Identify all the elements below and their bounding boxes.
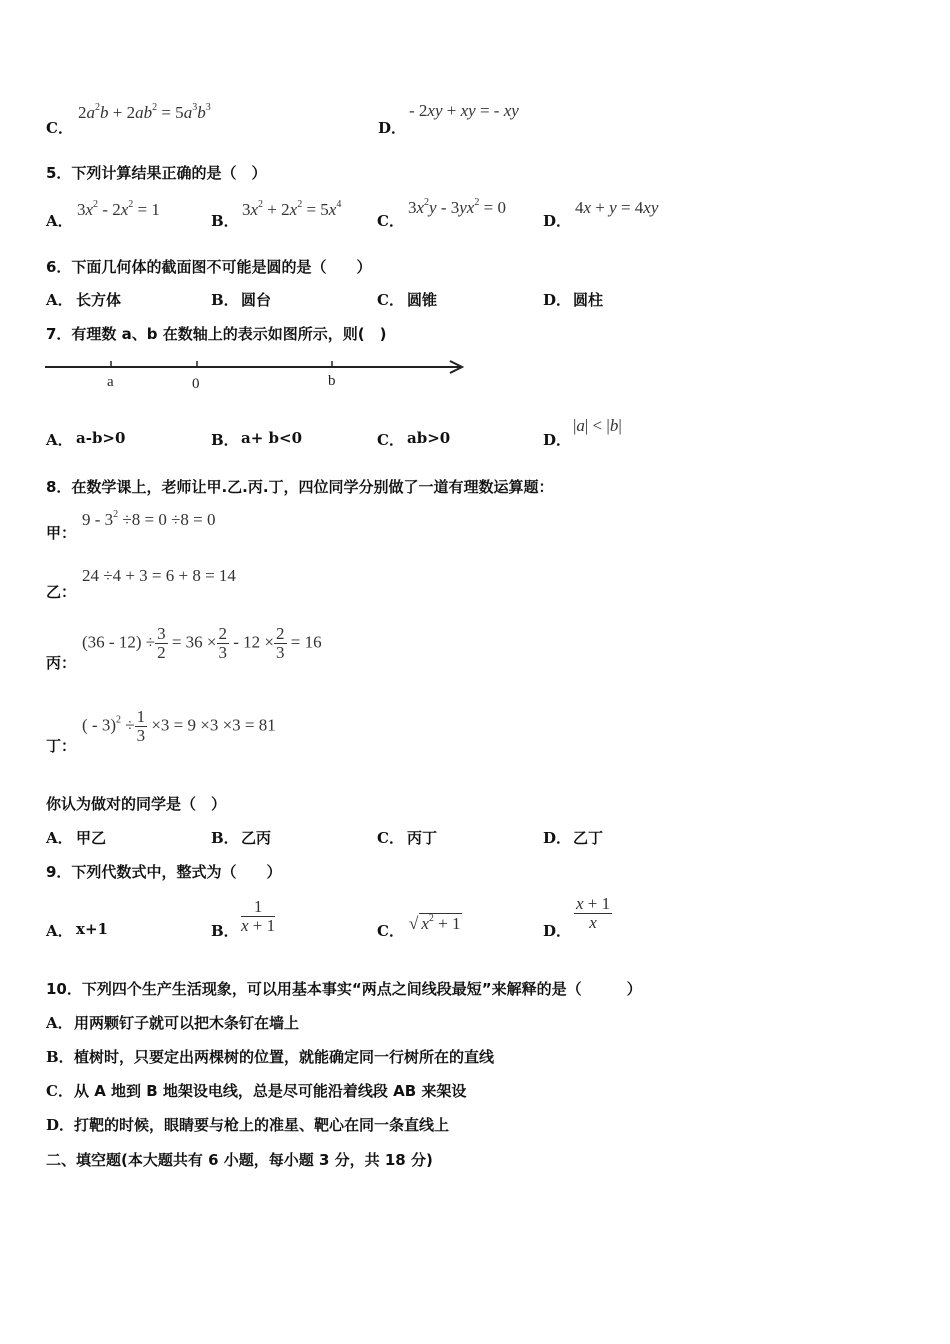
q8-option-d-text: 乙丁 bbox=[573, 829, 604, 847]
q8-jia-label: 甲： bbox=[46, 524, 77, 542]
q5-option-d-expr: 4x + y = 4xy bbox=[575, 198, 659, 217]
q10-option-a-label: A． bbox=[46, 1014, 73, 1032]
q9-option-d-expr: $\frac{x + 1}{x}$ bbox=[576, 894, 611, 932]
q5-stem: 5．下列计算结果正确的是（ ） bbox=[46, 164, 267, 182]
q8-option-a-text: 甲乙 bbox=[76, 829, 107, 847]
q8-stem: 8．在数学课上，老师让甲.乙.丙.丁，四位同学分别做了一道有理数运算题： bbox=[46, 478, 554, 496]
q8-yi-label: 乙： bbox=[46, 583, 77, 601]
q6-option-a-text: 长方体 bbox=[76, 291, 122, 309]
q8-jia-expr: $9 - 3^2 \div 8 = 0 \div 8 = 0$ bbox=[82, 509, 216, 529]
q7-option-c-label: C． bbox=[377, 431, 404, 449]
q10-option-d-label: D． bbox=[46, 1116, 75, 1134]
q4-option-d-expr: - 2xy + xy = - xy bbox=[409, 101, 519, 120]
q4-option-c-expr: $2a^2b + 2ab^2 = 5a^3b^3$ bbox=[78, 102, 211, 122]
q8-question: 你认为做对的同学是（ ） bbox=[46, 795, 227, 813]
q9-stem: 9．下列代数式中，整式为（ ） bbox=[46, 863, 282, 881]
q6-option-c-text: 圆锥 bbox=[407, 291, 438, 309]
q6-stem: 6．下面几何体的截面图不可能是圆的是（ ） bbox=[46, 258, 372, 276]
q10-option-c-label: C． bbox=[46, 1082, 73, 1100]
q8-bing-expr: (36 - 12) ÷ $\frac{3}{2}$ = 36 × $\frac{2}{3}$ - 12 × $\frac{2}{3}$ = 16 bbox=[82, 624, 322, 662]
q8-ding-expr: ( - 3)$^2$ ÷ $\frac{1}{3}$ ×3 = 9 ×3 ×3 = 81 bbox=[82, 707, 276, 745]
q8-yi-expr: 24 ÷4 + 3 = 6 + 8 = 14 bbox=[82, 566, 236, 585]
q5-option-a-label: A． bbox=[46, 212, 73, 230]
q9-option-b-label: B． bbox=[211, 922, 239, 940]
q5-option-c-expr: $3x^2y - 3yx^2 = 0$ bbox=[408, 197, 506, 217]
q9-option-b-expr: $\frac{1}{x + 1}$ bbox=[241, 897, 276, 935]
q6-option-d-label: D． bbox=[543, 291, 572, 309]
q8-ding-label: 丁： bbox=[46, 737, 77, 755]
q4-option-d-label: D． bbox=[378, 119, 407, 137]
number-line-figure bbox=[40, 355, 470, 395]
q10-option-d-text: 打靶的时候，眼睛要与枪上的准星、靶心在同一条直线上 bbox=[74, 1116, 450, 1134]
q8-option-c-label: C． bbox=[377, 829, 404, 847]
q9-option-c-expr: √ $x^2 + 1$ bbox=[409, 913, 461, 933]
q6-option-d-text: 圆柱 bbox=[573, 291, 604, 309]
q10-option-b-label: B． bbox=[46, 1048, 74, 1066]
q5-option-c-label: C． bbox=[377, 212, 404, 230]
q7-option-b-text: a+ b<0 bbox=[241, 429, 303, 447]
q7-option-a-label: A． bbox=[46, 431, 73, 449]
q7-option-a-text: a-b>0 bbox=[76, 429, 126, 447]
q8-bing-label: 丙： bbox=[46, 654, 77, 672]
q8-option-d-label: D． bbox=[543, 829, 572, 847]
q5-option-b-expr: $3x^2 + 2x^2 = 5x^4$ bbox=[242, 199, 342, 219]
number-line-label-b: b bbox=[328, 373, 336, 389]
q7-option-d-expr: |a| < |b| bbox=[573, 416, 622, 435]
q7-option-d-label: D． bbox=[543, 431, 572, 449]
q10-option-b-text: 植树时，只要定出两棵树的位置，就能确定同一行树所在的直线 bbox=[74, 1048, 495, 1066]
q10-stem: 10．下列四个生产生活现象，可以用基本事实“两点之间线段最短”来解释的是（ ） bbox=[46, 980, 642, 998]
q8-option-a-label: A． bbox=[46, 829, 73, 847]
q7-option-c-text: ab>0 bbox=[407, 429, 451, 447]
number-line-label-zero: 0 bbox=[192, 376, 200, 392]
q8-option-c-text: 丙丁 bbox=[407, 829, 438, 847]
q10-option-c-text: 从 A 地到 B 地架设电线，总是尽可能沿着线段 AB 来架设 bbox=[74, 1082, 467, 1100]
q7-stem: 7．有理数 a、b 在数轴上的表示如图所示，则( ) bbox=[46, 325, 387, 343]
q6-option-b-label: B． bbox=[211, 291, 239, 309]
section-2-title: 二、填空题(本大题共有 6 小题，每小题 3 分，共 18 分) bbox=[46, 1151, 433, 1169]
q9-option-a-label: A． bbox=[46, 922, 73, 940]
q10-option-a-text: 用两颗钉子就可以把木条钉在墙上 bbox=[74, 1014, 300, 1032]
q8-option-b-text: 乙丙 bbox=[241, 829, 272, 847]
q6-option-c-label: C． bbox=[377, 291, 404, 309]
q6-option-a-label: A． bbox=[46, 291, 73, 309]
q5-option-d-label: D． bbox=[543, 212, 572, 230]
q8-option-b-label: B． bbox=[211, 829, 239, 847]
q4-option-c-label: C． bbox=[46, 119, 73, 137]
q9-option-a-text: x+1 bbox=[76, 920, 108, 938]
q5-option-b-label: B． bbox=[211, 212, 239, 230]
q6-option-b-text: 圆台 bbox=[241, 291, 272, 309]
q9-option-d-label: D． bbox=[543, 922, 572, 940]
q5-option-a-expr: $3x^2 - 2x^2 = 1$ bbox=[77, 199, 160, 219]
q9-option-c-label: C． bbox=[377, 922, 404, 940]
q7-option-b-label: B． bbox=[211, 431, 239, 449]
number-line-label-a: a bbox=[107, 374, 114, 390]
